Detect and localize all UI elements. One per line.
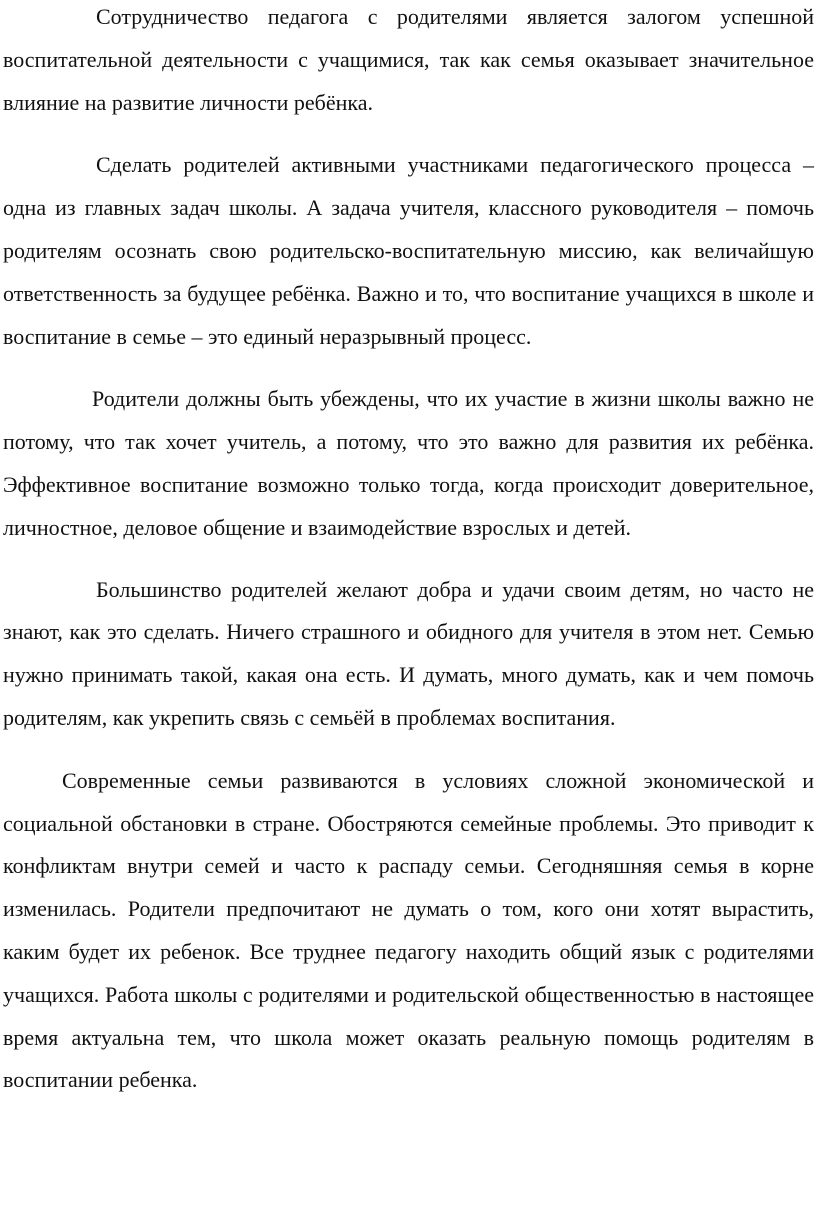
paragraph-5: Современные семьи развиваются в условиях сложной экономической и социальной обстановки в стране. Обостряются семейные проблемы. Это приводит к конфликтам внутри семей и часто к распаду семьи. Сегодняшняя семья в корне изменилась. Родители предпочитают не думать о том, кого они хотят вырастить, каким будет их ребенок. Все труднее педагогу находить общий язык с родителями учащихся. Работа школы с родителями и родительской общественностью в настоящее время актуальна тем, что школа может оказать реальную помощь родителям в воспитании ребенка. — [3, 767, 814, 1093]
paragraph-3: Родители должны быть убеждены, что их участие в жизни школы важно не потому, что так хочет учитель, а потому, что это важно для развития их ребёнка. Эффективное воспитание возможно только тогда, когда происходит доверительное, личностное, деловое общение и взаимодействие взрослых и детей. — [3, 386, 814, 540]
paragraph-4: Большинство родителей желают добра и удачи своим детям, но часто не знают, как это сделать. Ничего страшного и обидного для учителя в этом нет. Семью нужно принимать такой, какая она есть. И думать, много думать, как и чем помочь родителям, как укрепить связь с семьёй в проблемах воспитания. — [3, 576, 814, 730]
paragraph-1: Сотрудничество педагога с родителями является залогом успешной воспитательной деятельности с учащимися, так как семья оказывает значительное влияние на развитие личности ребёнка. — [3, 4, 814, 115]
paragraph-2: Сделать родителей активными участниками педагогического процесса – одна из главных задач школы. А задача учителя, классного руководителя – помочь родителям осознать свою родительско-воспитательную миссию, как величайшую ответственность за будущее ребёнка. Важно и то, что воспитание учащихся в школе и воспитание в семье – это единый неразрывный процесс. — [3, 152, 814, 349]
